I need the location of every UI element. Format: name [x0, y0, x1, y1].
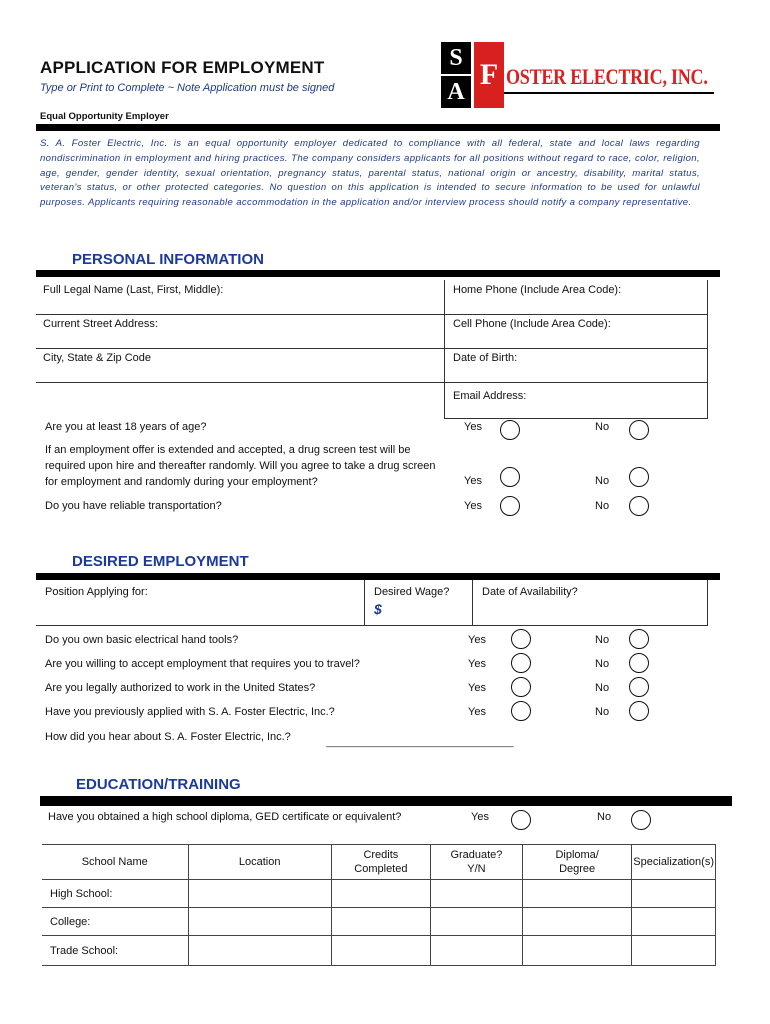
desired-vline: [364, 580, 365, 626]
drug-no-radio[interactable]: [629, 467, 649, 487]
authorized-yes-radio[interactable]: [511, 677, 531, 697]
row-label-trade-school: Trade School:: [42, 936, 188, 966]
no-label: No: [595, 475, 610, 487]
position-field[interactable]: Position Applying for:: [45, 586, 148, 598]
question-transportation: Do you have reliable transportation?: [45, 500, 222, 512]
table-row: [42, 880, 716, 908]
table-cell[interactable]: [188, 936, 331, 966]
education-table: [42, 844, 716, 966]
no-label: No: [595, 706, 610, 718]
col-header-degree: Diploma/ Degree: [522, 845, 631, 880]
travel-yes-radio[interactable]: [511, 653, 531, 673]
tools-no-radio[interactable]: [629, 629, 649, 649]
date-of-birth-field[interactable]: Date of Birth:: [453, 352, 518, 364]
table-cell[interactable]: [632, 936, 716, 966]
logo-company-name: OSTER ELECTRIC, INC.: [506, 64, 708, 89]
email-field[interactable]: Email Address:: [453, 390, 527, 402]
table-cell[interactable]: [522, 936, 631, 966]
tools-yes-radio[interactable]: [511, 629, 531, 649]
yes-label: Yes: [471, 811, 489, 823]
eeo-statement: S. A. Foster Electric, Inc. is an equal opportunity employer dedicated to compliance with all federal, state and local laws regarding nondiscrimination in employment and hiring practices. The company considers applicants for all positions without regard to race, color, religion, age, gender, gender identity, sexual orientation, pregnancy status, parental status, national origin or ancestry, disability, marital status, veteran's status, or other protected categories. No question on this application is intended to secure information to be used for unlawful purposes. Applicants requiring reasonable accommodation in the application and/or interview process should notify a company representative.: [40, 138, 700, 209]
personal-vline: [444, 280, 445, 418]
city-state-zip-field[interactable]: City, State & Zip Code: [43, 352, 152, 364]
yes-label: Yes: [468, 682, 486, 694]
logo-letter-a: A: [441, 76, 471, 108]
no-label: No: [595, 500, 610, 512]
eeo-label: Equal Opportunity Employer: [40, 111, 169, 122]
authorized-no-radio[interactable]: [629, 677, 649, 697]
availability-field[interactable]: Date of Availability?: [482, 586, 578, 598]
table-cell[interactable]: [188, 880, 331, 908]
table-cell[interactable]: [331, 908, 430, 936]
table-cell[interactable]: [331, 880, 430, 908]
section-heading-personal: PERSONAL INFORMATION: [72, 251, 264, 268]
table-row: [42, 936, 716, 966]
question-authorized: Are you legally authorized to work in the United States?: [45, 682, 316, 694]
yes-label: Yes: [464, 475, 482, 487]
no-label: No: [597, 811, 612, 823]
yes-label: Yes: [468, 706, 486, 718]
education-divider-bar: [40, 796, 732, 806]
table-cell[interactable]: [188, 908, 331, 936]
how-heard-input-line[interactable]: _______________________________________: [326, 737, 514, 747]
desired-divider-bar: [36, 573, 720, 580]
dollar-sign: $: [374, 601, 382, 617]
desired-vline: [472, 580, 473, 626]
company-logo: [441, 42, 721, 108]
personal-divider-bar: [36, 270, 720, 277]
table-cell[interactable]: [632, 908, 716, 936]
question-age: Are you at least 18 years of age?: [45, 421, 207, 433]
table-cell[interactable]: [430, 880, 522, 908]
transport-yes-radio[interactable]: [500, 496, 520, 516]
question-tools: Do you own basic electrical hand tools?: [45, 634, 239, 646]
age-yes-radio[interactable]: [500, 420, 520, 440]
table-row: [42, 908, 716, 936]
question-previously-applied: Have you previously applied with S. A. Foster Electric, Inc.?: [45, 706, 335, 718]
logo-letter-s: S: [441, 42, 471, 74]
no-label: No: [595, 421, 610, 433]
table-cell[interactable]: [331, 936, 430, 966]
logo-letter-f: F: [474, 42, 504, 108]
page-title: APPLICATION FOR EMPLOYMENT: [40, 58, 325, 77]
question-travel: Are you willing to accept employment that requires you to travel?: [45, 658, 360, 670]
logo-underline: [504, 92, 714, 94]
question-how-heard: How did you hear about S. A. Foster Electric, Inc.?: [45, 731, 291, 743]
applied-yes-radio[interactable]: [511, 701, 531, 721]
age-no-radio[interactable]: [629, 420, 649, 440]
table-cell[interactable]: [522, 908, 631, 936]
row-label-high-school: High School:: [42, 880, 188, 908]
col-header-specialization: Specialization(s): [632, 845, 716, 880]
applied-no-radio[interactable]: [629, 701, 649, 721]
row-line: [36, 348, 708, 349]
table-cell[interactable]: [632, 880, 716, 908]
yes-label: Yes: [464, 500, 482, 512]
row-line: [36, 382, 708, 383]
table-cell[interactable]: [430, 908, 522, 936]
col-header-school-name: School Name: [42, 845, 188, 880]
desired-wage-field[interactable]: Desired Wage?: [374, 586, 450, 598]
col-header-graduate: Graduate? Y/N: [430, 845, 522, 880]
col-header-credits: Credits Completed: [331, 845, 430, 880]
section-heading-education: EDUCATION/TRAINING: [76, 776, 241, 793]
row-label-college: College:: [42, 908, 188, 936]
question-drug-screen: If an employment offer is extended and accepted, a drug screen test will be required upon hire and thereafter randomly. Will you agree to take a drug screen for employment and randomly during your employment?: [45, 444, 436, 488]
transport-no-radio[interactable]: [629, 496, 649, 516]
page-subtitle: Type or Print to Complete ~ Note Application must be signed: [40, 82, 335, 94]
cell-phone-field[interactable]: Cell Phone (Include Area Code):: [453, 318, 611, 330]
education-header-row: [42, 845, 716, 880]
yes-label: Yes: [464, 421, 482, 433]
travel-no-radio[interactable]: [629, 653, 649, 673]
table-cell[interactable]: [430, 936, 522, 966]
drug-yes-radio[interactable]: [500, 467, 520, 487]
row-line: [444, 418, 708, 419]
no-label: No: [595, 634, 610, 646]
yes-label: Yes: [468, 658, 486, 670]
diploma-no-radio[interactable]: [631, 810, 651, 830]
row-line: [36, 314, 708, 315]
question-diploma: Have you obtained a high school diploma, GED certificate or equivalent?: [48, 811, 402, 823]
street-address-field[interactable]: Current Street Address:: [43, 318, 158, 330]
yes-label: Yes: [468, 634, 486, 646]
no-label: No: [595, 658, 610, 670]
table-cell[interactable]: [522, 880, 631, 908]
col-header-location: Location: [188, 845, 331, 880]
diploma-yes-radio[interactable]: [511, 810, 531, 830]
full-name-field[interactable]: Full Legal Name (Last, First, Middle):: [43, 284, 224, 296]
personal-info-grid: [36, 280, 708, 418]
home-phone-field[interactable]: Home Phone (Include Area Code):: [453, 284, 622, 296]
header-divider-bar: [36, 124, 720, 131]
section-heading-desired: DESIRED EMPLOYMENT: [72, 553, 249, 570]
no-label: No: [595, 682, 610, 694]
